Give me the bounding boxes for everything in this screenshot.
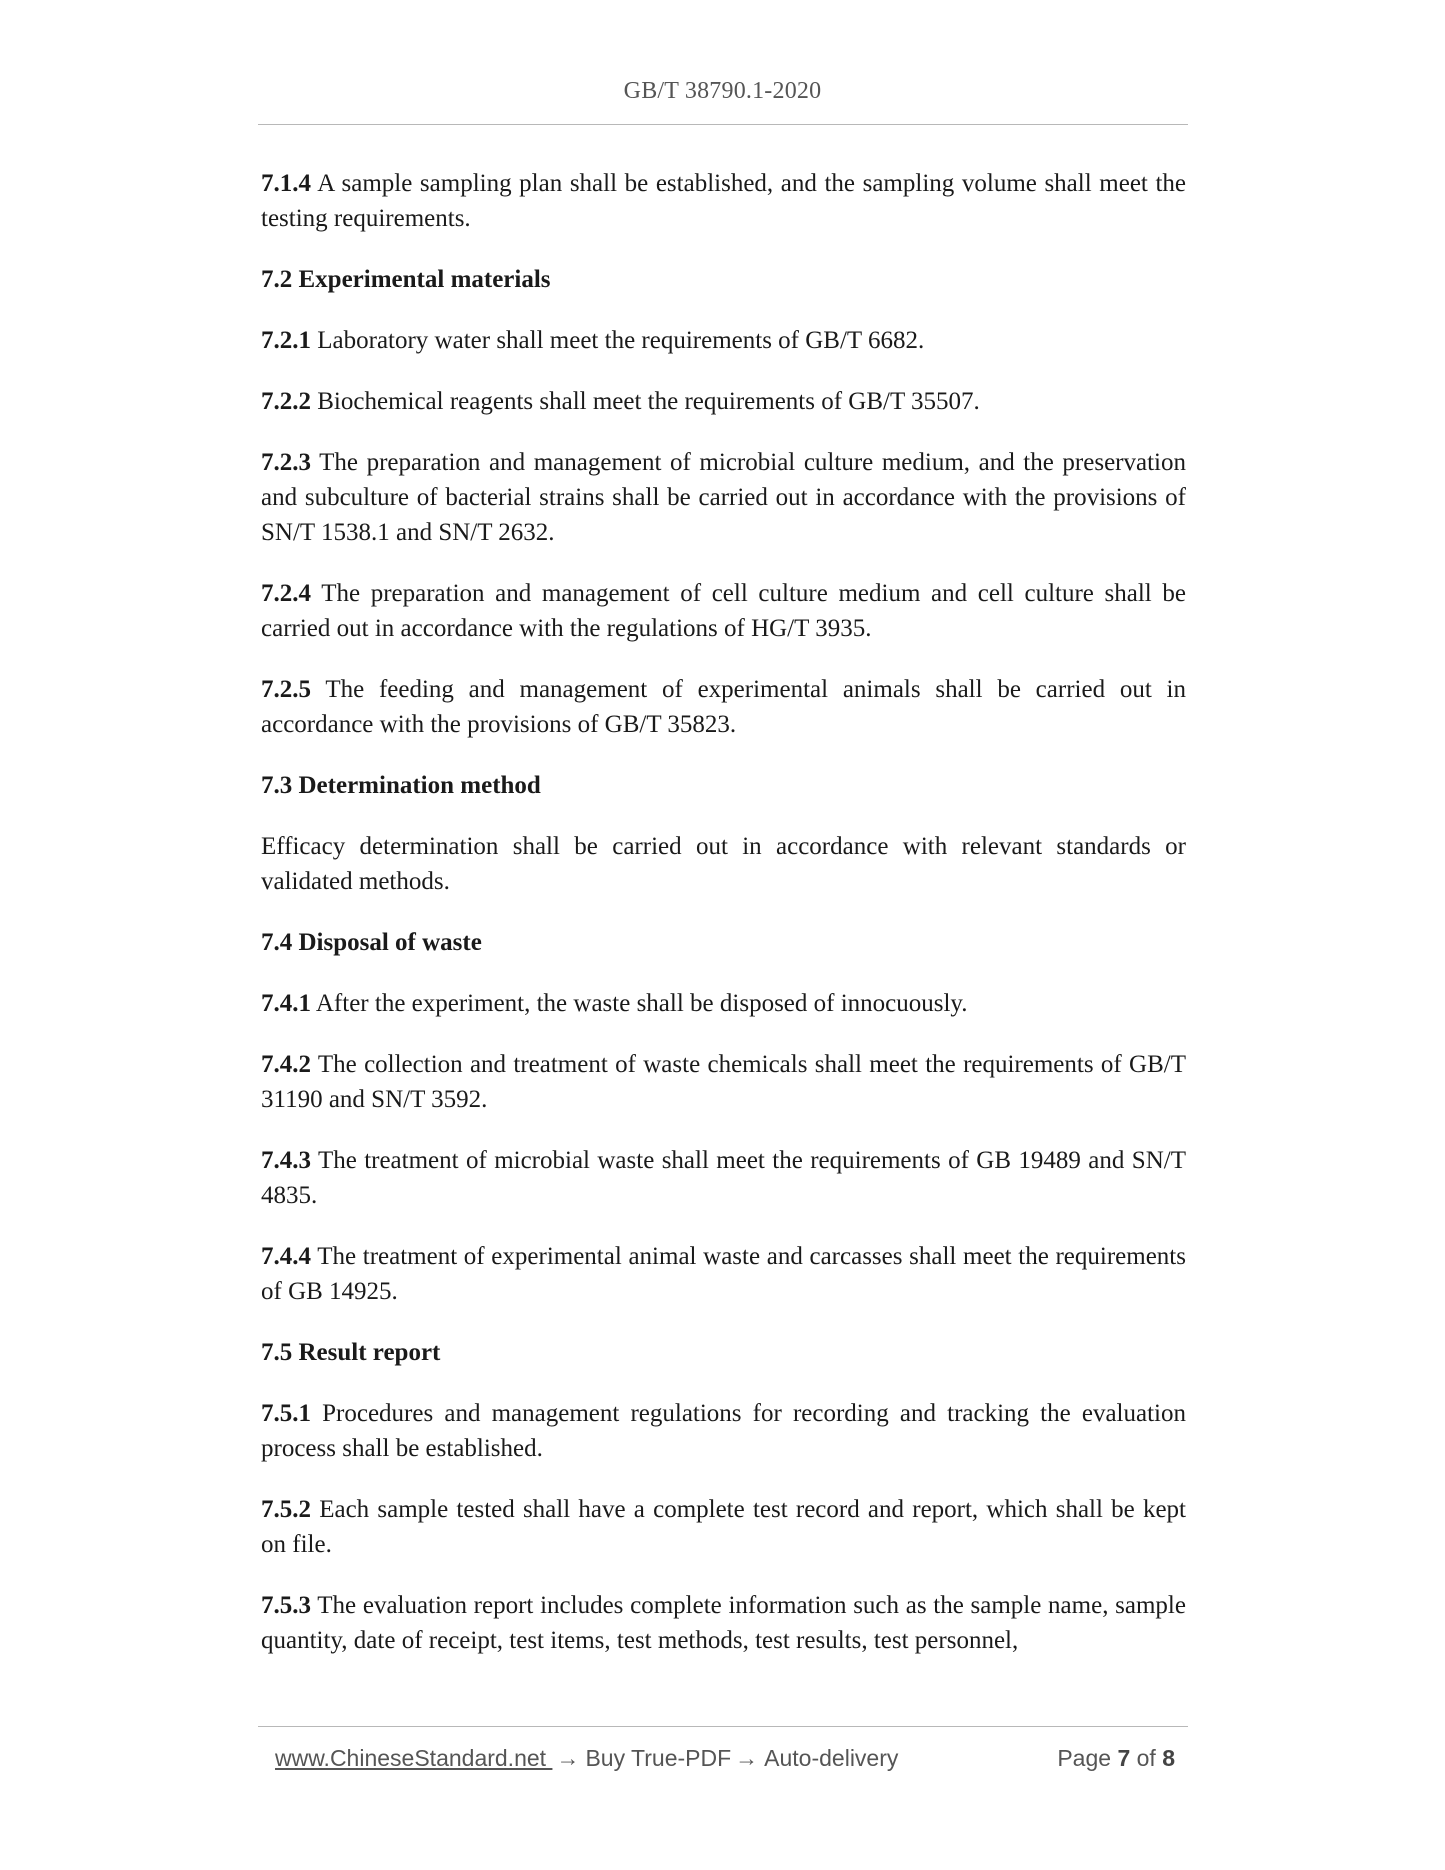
page-footer <box>275 1745 1175 1779</box>
clause-number: 7.2.3 <box>261 449 311 476</box>
page-header <box>0 0 1445 126</box>
clause-text: The collection and treatment of waste chemicals shall meet the requirements of GB/T 31190 and SN/T 3592. <box>261 1051 1186 1113</box>
clause-7-2-4 <box>261 576 1186 646</box>
document-id-header: GB/T 38790.1-2020 <box>623 78 822 104</box>
clause-number: 7.2.4 <box>261 580 311 607</box>
clause-number: 7.1.4 <box>261 170 311 197</box>
clause-text: The preparation and management of cell culture medium and cell culture shall be carried out in accordance with the regulations of HG/T 3935. <box>261 580 1186 642</box>
arrow-right-icon: → <box>735 1745 759 1771</box>
clause-7-2-1 <box>261 323 1186 358</box>
page-current: 7 <box>1117 1745 1131 1771</box>
clause-text: The treatment of experimental animal waste and carcasses shall meet the requirements of GB 14925. <box>261 1243 1186 1305</box>
clause-number: 7.5.3 <box>261 1592 311 1619</box>
clause-7-2-5 <box>261 672 1186 742</box>
clause-number: 7.2.1 <box>261 327 311 354</box>
clause-number: 7.5.1 <box>261 1400 311 1427</box>
clause-number: 7.5.2 <box>261 1496 311 1523</box>
clause-7-2-2 <box>261 384 1186 419</box>
clause-7-4-2 <box>261 1047 1186 1117</box>
auto-delivery-text: Auto-delivery <box>764 1745 899 1771</box>
page-number <box>1057 1745 1175 1772</box>
clause-7-5-2 <box>261 1492 1186 1562</box>
clause-number: 7.4.2 <box>261 1051 311 1078</box>
clause-text: The preparation and management of microbial culture medium, and the preservation and subculture of bacterial strains shall be carried out in accordance with the provisions of SN/T 1538.1 and SN/T 2632. <box>261 449 1186 546</box>
clause-7-5-3 <box>261 1588 1186 1658</box>
section-heading-7-5: 7.5 Result report <box>261 1339 441 1366</box>
page-total: 8 <box>1162 1745 1175 1771</box>
header-divider <box>258 124 1188 125</box>
arrow-right-icon: → <box>556 1745 580 1771</box>
website-link[interactable]: www.ChineseStandard.net <box>275 1745 553 1771</box>
section-heading-7-2: 7.2 Experimental materials <box>261 266 551 293</box>
clause-text: After the experiment, the waste shall be disposed of innocuously. <box>315 990 968 1017</box>
clause-text: The treatment of microbial waste shall meet the requirements of GB 19489 and SN/T 4835. <box>261 1147 1186 1209</box>
page-label: Page <box>1057 1745 1112 1771</box>
page-of-label: of <box>1136 1745 1156 1771</box>
clause-7-3-body: Efficacy determination shall be carried out in accordance with relevant standards or validated methods. <box>261 833 1186 895</box>
clause-number: 7.4.1 <box>261 990 311 1017</box>
clause-number: 7.2.5 <box>261 676 311 703</box>
clause-7-2-3 <box>261 445 1186 550</box>
clause-text: The feeding and management of experimental animals shall be carried out in accordance with the provisions of GB/T 35823. <box>261 676 1186 738</box>
clause-text: A sample sampling plan shall be established, and the sampling volume shall meet the testing requirements. <box>261 170 1186 232</box>
clause-number: 7.2.2 <box>261 388 311 415</box>
footer-promo <box>275 1745 898 1772</box>
clause-7-4-3 <box>261 1143 1186 1213</box>
clause-7-4-1 <box>261 986 1186 1021</box>
footer-divider <box>258 1726 1188 1727</box>
clause-text: Biochemical reagents shall meet the requirements of GB/T 35507. <box>317 388 980 415</box>
document-body <box>261 166 1186 1684</box>
clause-text: Procedures and management regulations for recording and tracking the evaluation process shall be established. <box>261 1400 1186 1462</box>
clause-number: 7.4.4 <box>261 1243 311 1270</box>
section-heading-7-3: 7.3 Determination method <box>261 772 541 799</box>
clause-text: The evaluation report includes complete information such as the sample name, sample quantity, date of receipt, test items, test methods, test results, test personnel, <box>261 1592 1186 1654</box>
clause-text: Each sample tested shall have a complete test record and report, which shall be kept on file. <box>261 1496 1186 1558</box>
buy-pdf-text: Buy True-PDF <box>585 1745 732 1771</box>
section-heading-7-4: 7.4 Disposal of waste <box>261 929 482 956</box>
clause-text: Laboratory water shall meet the requirements of GB/T 6682. <box>317 327 925 354</box>
clause-number: 7.4.3 <box>261 1147 311 1174</box>
clause-7-5-1 <box>261 1396 1186 1466</box>
clause-7-1-4 <box>261 166 1186 236</box>
clause-7-4-4 <box>261 1239 1186 1309</box>
